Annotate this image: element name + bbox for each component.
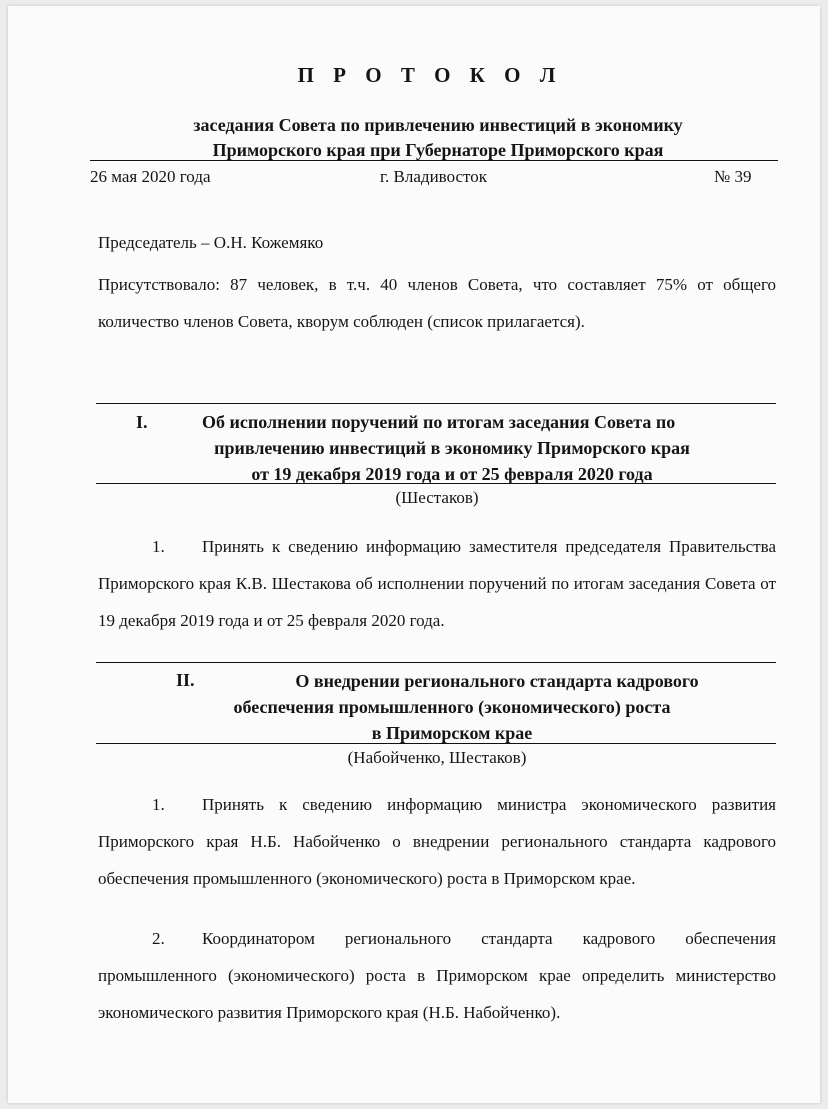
resolution-item bbox=[98, 528, 776, 639]
section-numeral: I. bbox=[136, 412, 148, 432]
section-heading-line: от 19 декабря 2019 года и от 25 февраля 2020 года bbox=[251, 464, 653, 484]
subtitle-line: заседания Совета по привлечению инвестиций в экономику bbox=[193, 115, 683, 135]
resolution-item bbox=[98, 786, 776, 897]
document-title: П Р О Т О К О Л bbox=[297, 63, 563, 87]
document-page bbox=[8, 6, 820, 1103]
section-heading-line: в Приморском крае bbox=[371, 723, 533, 743]
item-number: 2. bbox=[152, 929, 165, 948]
section-heading bbox=[132, 409, 772, 487]
section-heading-line: Об исполнении поручений по итогам заседания Совета по bbox=[202, 412, 676, 432]
header-divider bbox=[90, 160, 778, 161]
subtitle-line: Приморского края при Губернаторе Приморского края bbox=[212, 140, 664, 160]
section-heading-line: О внедрении регионального стандарта кадрового bbox=[295, 671, 699, 691]
meeting-city: г. Владивосток bbox=[380, 167, 488, 186]
protocol-number: № 39 bbox=[714, 167, 752, 186]
item-text: Принять к сведению информацию министра экономического развития Приморского края Н.Б. Набойченко о внедрении регионального стандарта кадрового обеспечения промышленного (экономического) роста в Приморском крае. bbox=[98, 795, 776, 888]
section-divider bbox=[96, 403, 776, 404]
item-text: Принять к сведению информацию заместителя председателя Правительства Приморского края К.В. Шестакова об исполнении поручений по итогам заседания Совета от 19 декабря 2019 года и от 25 февраля 2020 года. bbox=[98, 537, 776, 630]
section-divider bbox=[96, 662, 776, 663]
item-text: Координатором регионального стандарта кадрового обеспечения промышленного (экономического) роста в Приморском крае определить министерство экономического развития Приморского края (Н.Б. Набойченко). bbox=[98, 929, 776, 1022]
document-subtitle bbox=[88, 113, 788, 163]
attendance-paragraph: Присутствовало: 87 человек, в т.ч. 40 членов Совета, что составляет 75% от общего количество членов Совета, кворум соблюден (список прилагается). bbox=[98, 275, 776, 331]
item-number: 1. bbox=[152, 537, 165, 556]
meeting-date: 26 мая 2020 года bbox=[90, 167, 211, 186]
section-heading bbox=[132, 668, 772, 746]
section-divider bbox=[96, 483, 776, 484]
chairman-line: Председатель – О.Н. Кожемяко bbox=[98, 233, 324, 252]
section-speakers: (Шестаков) bbox=[395, 488, 479, 507]
section-heading-line: привлечению инвестиций в экономику Приморского края bbox=[214, 438, 690, 458]
section-speakers: (Набойченко, Шестаков) bbox=[347, 748, 527, 767]
resolution-item bbox=[98, 920, 776, 1031]
section-heading-line: обеспечения промышленного (экономического) роста bbox=[233, 697, 671, 717]
section-numeral: II. bbox=[176, 670, 195, 690]
section-divider bbox=[96, 743, 776, 744]
item-number: 1. bbox=[152, 795, 165, 814]
